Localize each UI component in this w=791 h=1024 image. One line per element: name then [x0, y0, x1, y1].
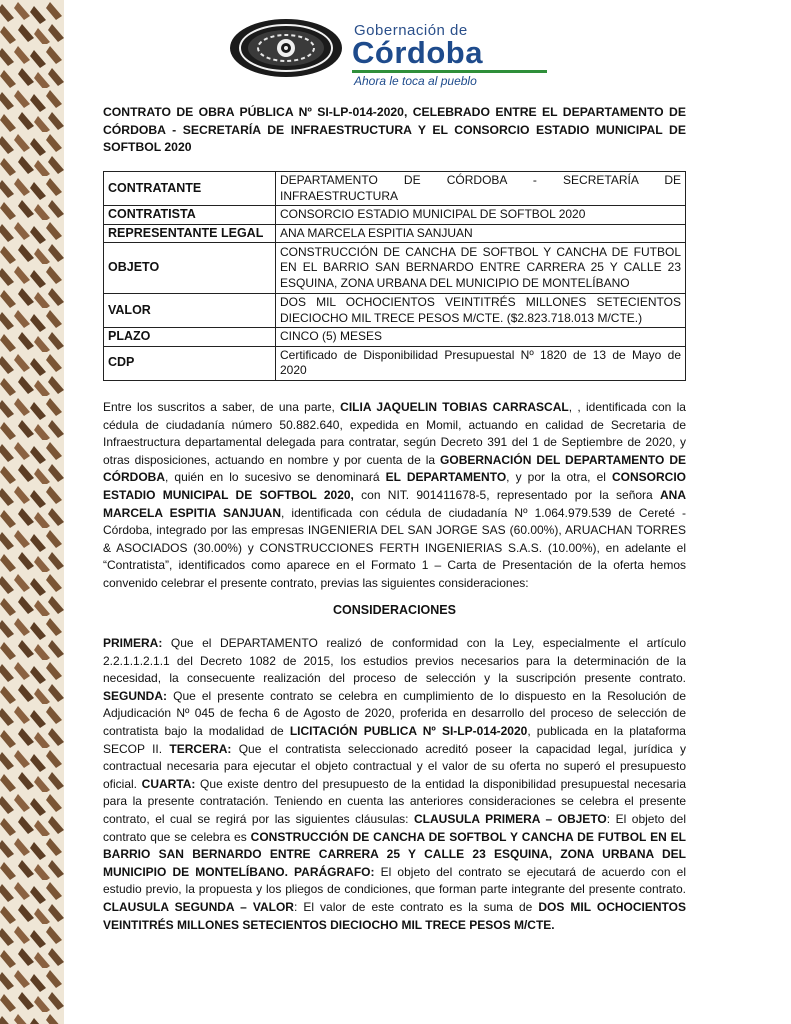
entity-name: GOBERNACIÓN DEL DEPARTAMENTO DE CÓRDOBA	[103, 452, 687, 485]
party-alias: EL DEPARTAMENTO	[385, 470, 507, 485]
clause-label: CUARTA:	[141, 776, 196, 791]
text-run: : El valor de este contrato es la suma de	[293, 899, 539, 914]
row-value: ANA MARCELA ESPITIA SANJUAN	[276, 224, 686, 243]
table-row	[104, 243, 686, 294]
table-row	[104, 328, 686, 347]
row-value: DOS MIL OCHOCIENTOS VEINTITRÉS MILLONES SETECIENTOS DIECIOCHO MIL TRECE PESOS M/CTE. ($2.823.718.013 M/CTE.)	[276, 294, 686, 328]
seal-emblem-icon	[228, 18, 344, 78]
object-description: CONSTRUCCIÓN DE CANCHA DE SOFTBOL Y CANCHA DE FUTBOL EN EL BARRIO SAN BERNARDO ENTRE CARRERA 25 Y CALLE 23 ESQUINA, ZONA URBANA DEL MUNICIPIO DE MONTELÍBANO. PARÁGRAFO:	[103, 829, 687, 879]
considerations-paragraph	[103, 635, 686, 934]
table-row	[104, 346, 686, 380]
brand-underline	[352, 70, 547, 73]
brand-main-text: Córdoba	[352, 35, 483, 70]
row-label: CONTRATISTA	[104, 206, 276, 225]
row-value: CONSORCIO ESTADIO MUNICIPAL DE SOFTBOL 2020	[276, 206, 686, 225]
text-run: con NIT. 901411678-5, representado por la señora	[353, 487, 660, 502]
text-run: Que el DEPARTAMENTO realizó de conformidad con la Ley, especialmente el artículo 2.2.1.1.2.1.1 del Decreto 1082 de 2015, los estudios previos necesarios para la determinación de la necesidad, la consecuente realización del proceso de selección y la suscripción presente contrato.	[103, 636, 686, 686]
considerations-heading: CONSIDERACIONES	[333, 603, 456, 617]
brand-top-text: Gobernación de	[354, 22, 468, 39]
clause-label: TERCERA:	[169, 741, 232, 756]
clause-label: CLAUSULA PRIMERA – OBJETO	[414, 811, 607, 826]
value-amount: DOS MIL OCHOCIENTOS VEINTITRÉS MILLONES SETECIENTOS DIECIOCHO MIL TRECE PESOS M/CTE.	[103, 899, 686, 932]
text-run: , quién en lo sucesivo se denominará	[165, 470, 386, 485]
clause-label: CLAUSULA SEGUNDA – VALOR	[103, 899, 294, 914]
text-run: Que el contratista seleccionado acreditó poseer la capacidad legal, jurídica y contractual necesaria para ejecutar el objeto contractual y el valor de su oferta no superó el presupuesto oficial.	[103, 741, 687, 791]
text-run: Que existe dentro del presupuesto de la entidad la disponibilidad presupuestal necesaria para la presente contratación. Teniendo en cuenta las anteriores consideraciones se celebra el presente contrato, el cual se regirá por las siguientes cláusulas:	[103, 776, 686, 826]
contract-title: CONTRATO DE OBRA PÚBLICA Nº SI-LP-014-2020, CELEBRADO ENTRE EL DEPARTAMENTO DE CÓRDOBA - SECRETARÍA DE INFRAESTRUCTURA Y EL CONSORCIO ESTADIO MUNICIPAL DE SOFTBOL 2020	[103, 105, 686, 154]
contract-summary-table	[103, 171, 686, 381]
header-logo	[228, 10, 558, 88]
table-row	[104, 294, 686, 328]
row-label: REPRESENTANTE LEGAL	[104, 224, 276, 243]
text-run: , y por la otra, el	[506, 470, 612, 485]
decorative-woven-border	[0, 0, 64, 1024]
text-run: Que el presente contrato se celebra en cumplimiento de lo dispuesto en la Resolución de Adjudicación Nº 045 de fecha 6 de Agosto de 2020, proferida en desarrollo del proceso de selección de contratista bajo la modalidad de	[103, 688, 686, 738]
text-run: , , identificada con la cédula de ciudadanía número 50.882.640, expedida en Momil, actuando en calidad de Secretaria de Infraestructura departamental delegada para contratar, según Decreto 391 del 1 de Septiembre de 2020, y otras disposiciones, actuando en nombre y por cuenta de la	[103, 400, 686, 467]
row-value: Certificado de Disponibilidad Presupuestal Nº 1820 de 13 de Mayo de 2020	[276, 346, 686, 380]
row-label: CONTRATANTE	[104, 172, 276, 206]
signatory-name: CILIA JAQUELIN TOBIAS CARRASCAL	[340, 400, 569, 414]
representative-name: ANA MARCELA ESPITIA SANJUAN	[103, 487, 686, 520]
clause-label: SEGUNDA:	[103, 688, 168, 703]
text-run: El objeto del contrato se ejecutará de acuerdo con el estudio previo, la propuesta y los pliegos de condiciones, que forman parte integrante del presente contrato.	[103, 864, 686, 897]
text-run: Entre los suscritos a saber, de una parte,	[103, 400, 341, 414]
row-label: CDP	[104, 346, 276, 380]
clause-label: PRIMERA:	[103, 636, 163, 650]
row-value: CONSTRUCCIÓN DE CANCHA DE SOFTBOL Y CANCHA DE FUTBOL EN EL BARRIO SAN BERNARDO ENTRE CARRERA 25 Y CALLE 23 ESQUINA, ZONA URBANA DEL MUNICIPIO DE MONTELÍBANO	[276, 243, 686, 294]
row-label: OBJETO	[104, 243, 276, 294]
row-value: CINCO (5) MESES	[276, 328, 686, 347]
row-label: PLAZO	[104, 328, 276, 347]
intro-paragraph	[103, 399, 686, 593]
brand-slogan: Ahora le toca al pueblo	[354, 74, 477, 88]
table-row	[104, 224, 686, 243]
contractor-name: CONSORCIO ESTADIO MUNICIPAL DE SOFTBOL 2020,	[103, 470, 686, 502]
table-row	[104, 206, 686, 225]
text-run: : El objeto del contrato que se celebra es	[103, 811, 686, 844]
text-run: , publicada en la plataforma SECOP II.	[103, 723, 686, 756]
row-value: DEPARTAMENTO DE CÓRDOBA - SECRETARÍA DE INFRAESTRUCTURA	[276, 172, 686, 206]
text-run: , identificada con cédula de ciudadanía Nº 1.064.979.539 de Cereté - Córdoba, integrado por las empresas INGENIERIA DEL SAN JORGE SAS (60.00%), ARUACHAN TORRES & ASOCIADOS (30.00%) y CONSTRUCCIONES FERTH INGENIERIAS S.A.S. (10.00%), en adelante el “Contratista”, identificados como aparece en el Formato 1 – Carta de Presentación de la oferta hemos convenido celebrar el presente contrato, previas las siguientes consideraciones:	[103, 505, 686, 590]
table-row	[104, 172, 686, 206]
bid-reference: LICITACIÓN PUBLICA Nº SI-LP-014-2020	[289, 723, 528, 738]
row-label: VALOR	[104, 294, 276, 328]
